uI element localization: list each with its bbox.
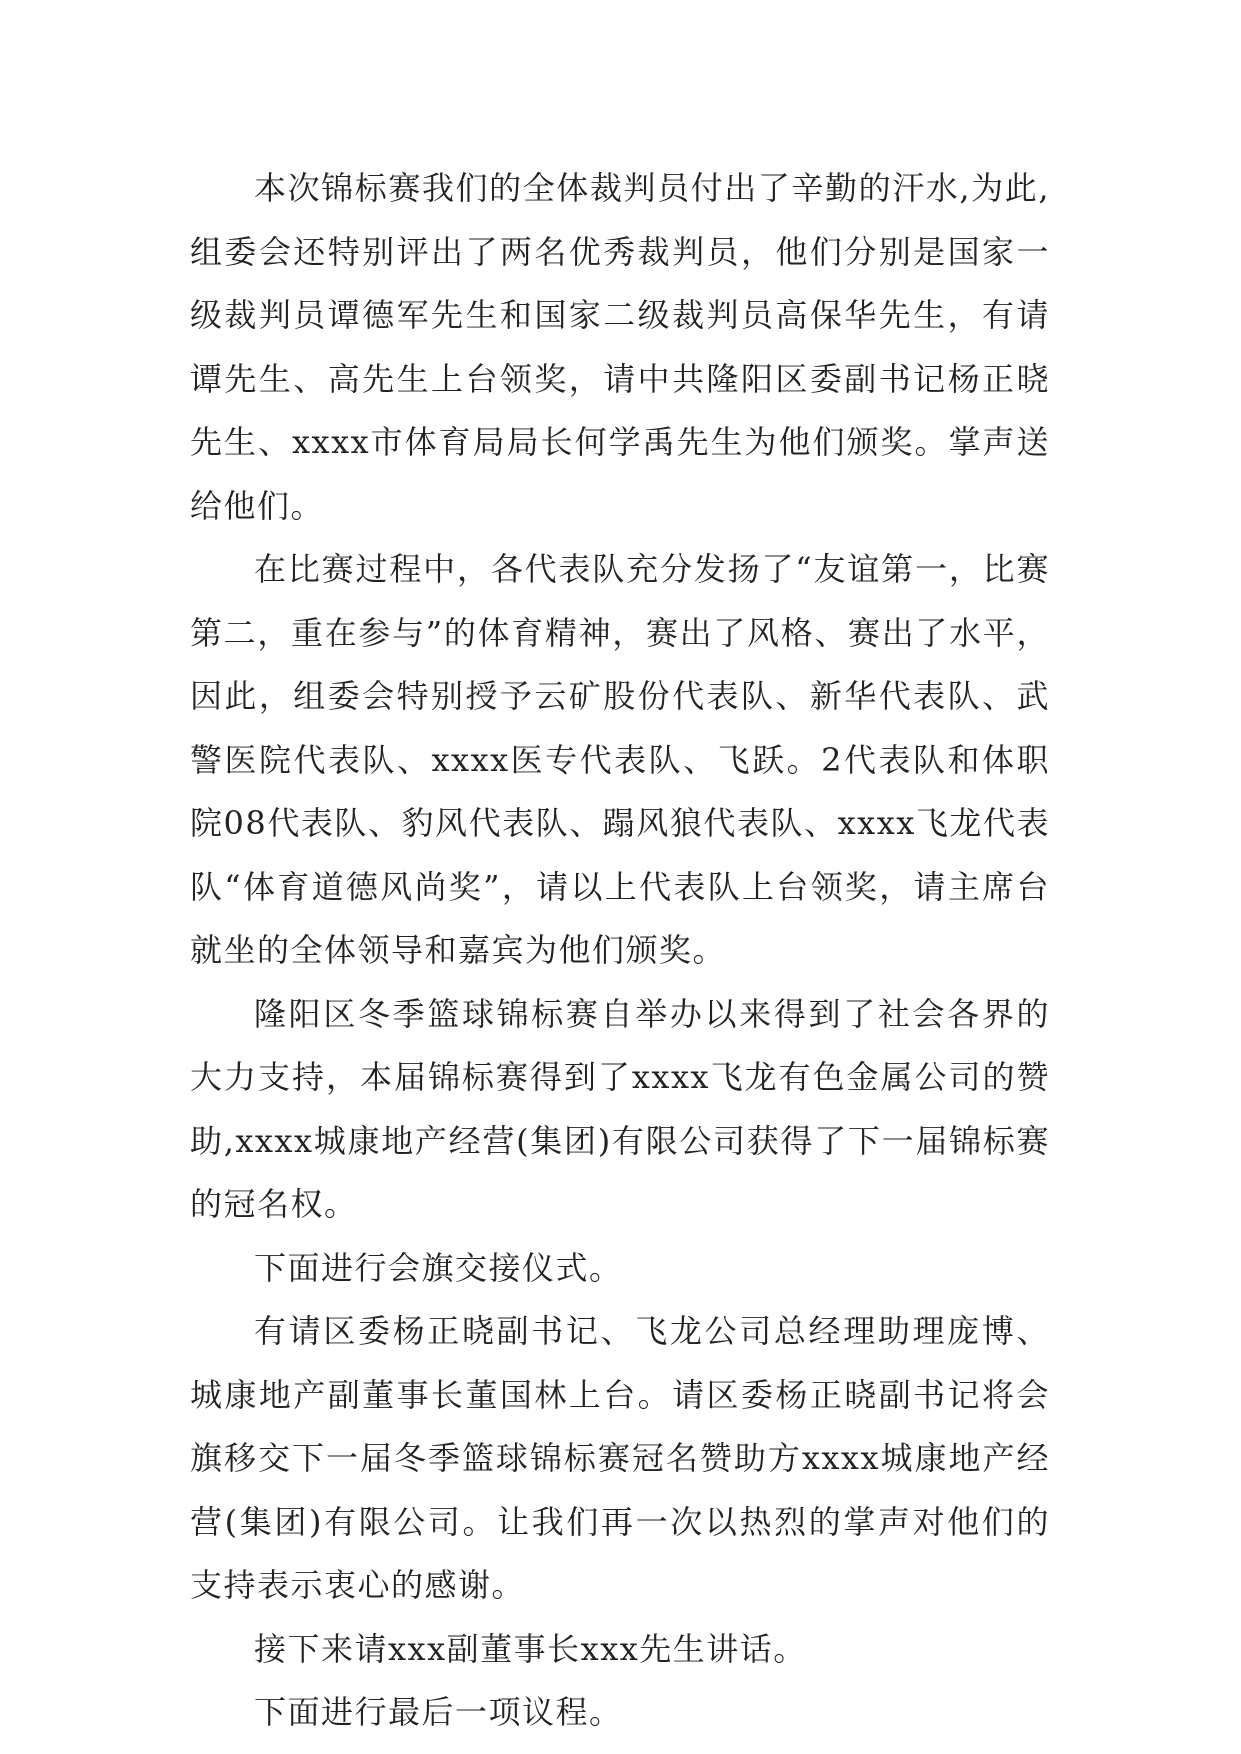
paragraph-flag-handover: 下面进行会旗交接仪式。 <box>254 1248 623 1287</box>
document-page <box>190 157 1050 1745</box>
paragraph-sportsmanship-award: 在比赛过程中，各代表队充分发扬了“友谊第一，比赛第二，重在参与”的体育精神，赛出了风格、赛出了水平，因此，组委会特别授予云矿股份代表队、新华代表队、武警医院代表队、xxxx医专代表队、飞跃。2代表队和体职院08代表队、豹风代表队、蹋风狼代表队、xxxx飞龙代表队“体育道德风尚奖”，请以上代表队上台领奖，请主席台就坐的全体领导和嘉宾为他们颁奖。 <box>190 550 1050 969</box>
paragraph-final-agenda: 下面进行最后一项议程。 <box>254 1693 623 1731</box>
paragraph-handover-guests: 有请区委杨正晓副书记、飞龙公司总经理助理庞博、城康地产副董事长董国林上台。请区委杨正晓副书记将会旗移交下一届冬季篮球锦标赛冠名赞助方xxxx城康地产经营(集团)有限公司。让我们再一次以热烈的掌声对他们的支持表示衷心的感谢。 <box>190 1312 1050 1604</box>
paragraph-sponsorship: 隆阳区冬季篮球锦标赛自举办以来得到了社会各界的大力支持，本届锦标赛得到了xxxx飞龙有色金属公司的赞助,xxxx城康地产经营(集团)有限公司获得了下一届锦标赛的冠名权。 <box>190 994 1050 1223</box>
paragraph-referee-awards: 本次锦标赛我们的全体裁判员付出了辛勤的汗水,为此,组委会还特别评出了两名优秀裁判员，他们分别是国家一级裁判员谭德军先生和国家二级裁判员高保华先生，有请谭先生、高先生上台领奖，请中共隆阳区委副书记杨正晓先生、xxxx市体育局局长何学禹先生为他们颁奖。掌声送给他们。 <box>190 169 1050 525</box>
paragraph-speech: 接下来请xxx副董事长xxx先生讲话。 <box>254 1629 807 1668</box>
